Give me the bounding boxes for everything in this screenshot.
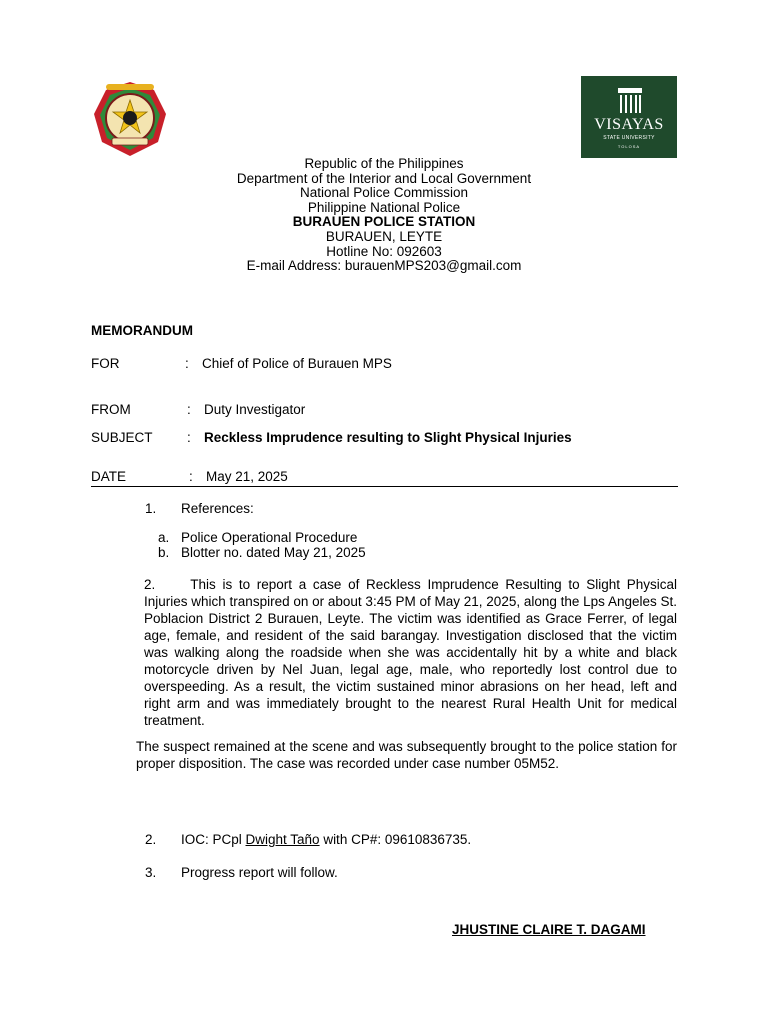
header-pnp: Philippine National Police — [307, 199, 461, 215]
ref-a-letter: a. — [158, 530, 170, 545]
header-location: BURAUEN, LEYTE — [325, 228, 443, 244]
date-label: DATE — [91, 469, 127, 484]
subject-colon: : — [187, 430, 191, 445]
for-label: FOR — [91, 356, 120, 371]
from-label: FROM — [91, 402, 131, 417]
subject-label: SUBJECT — [91, 430, 153, 445]
ref-a-text: Police Operational Procedure — [181, 530, 358, 545]
suspect-paragraph: The suspect remained at the scene and was subsequently brought to the police station for proper disposition. The case was recorded under case number 05M52. — [136, 739, 677, 771]
date-value: May 21, 2025 — [206, 469, 288, 484]
header-hotline: Hotline No: 092603 — [326, 243, 442, 259]
memo-from-row — [0, 402, 768, 420]
ioc-name: Dwight Taño — [245, 832, 320, 847]
header-dilg: Department of the Interior and Local Government — [236, 170, 532, 186]
from-value: Duty Investigator — [204, 402, 306, 417]
memo-for-row — [0, 356, 768, 374]
header-email: E-mail Address: burauenMPS203@gmail.com — [246, 258, 522, 274]
logo-wordmark: VISAYAS — [594, 116, 664, 133]
from-colon: : — [187, 402, 191, 417]
memo-date-row — [0, 469, 768, 487]
ioc-number: 2. — [145, 832, 157, 847]
para2-number: 2. — [144, 577, 156, 592]
logo-campus: TOLOSA — [617, 144, 641, 149]
ioc-suffix: with CP#: 09610836735. — [319, 832, 472, 847]
para2-text: This is to report a case of Reckless Imprudence Resulting to Slight Physical Injuries which transpired on or about 3:45 PM of May 21, 2025, along the Lps Angeles St. Poblacion District 2 Burauen, Leyte. The victim was identified as Grace Ferrer, of legal age, female, and resident of the said barangay. Investigation disclosed that the victim was walking along the roadside when she was accidentally hit by a white and black motorcycle driven by Nel Juan, legal age, male, who reportedly lost control due to overspeeding. As a result, the victim sustained minor abrasions on her head, left and right arm and was immediately brought to the nearest Rural Health Unit for medical treatment. — [144, 577, 677, 728]
letterhead — [0, 157, 768, 274]
memo-subject-row — [0, 430, 768, 448]
header-divider — [91, 486, 678, 487]
item1-number: 1. — [145, 501, 157, 516]
subject-value: Reckless Imprudence resulting to Slight Physical Injuries — [204, 430, 572, 445]
ioc-prefix: IOC: PCpl — [181, 832, 246, 847]
header-napolcom: National Police Commission — [299, 185, 469, 201]
header-station: BURAUEN POLICE STATION — [292, 214, 476, 230]
item3-number: 3. — [145, 865, 157, 880]
item3-text: Progress report will follow. — [181, 865, 338, 880]
signatory-name: JHUSTINE CLAIRE T. DAGAMI — [452, 922, 646, 937]
visayas-state-university-logo — [581, 76, 677, 158]
for-colon: : — [185, 356, 189, 371]
for-value: Chief of Police of Burauen MPS — [202, 356, 392, 371]
university-building-icon — [615, 86, 645, 116]
header-republic: Republic of the Philippines — [304, 156, 464, 171]
ref-b-text: Blotter no. dated May 21, 2025 — [181, 545, 366, 560]
logo-subtitle: STATE UNIVERSITY — [603, 135, 655, 141]
item1-text: References: — [181, 501, 254, 516]
date-colon: : — [189, 469, 193, 484]
report-paragraph — [144, 576, 677, 729]
ioc-line — [181, 832, 471, 847]
pnp-seal-logo — [92, 80, 168, 158]
memo-title: MEMORANDUM — [91, 323, 193, 338]
ref-b-letter: b. — [158, 545, 170, 560]
